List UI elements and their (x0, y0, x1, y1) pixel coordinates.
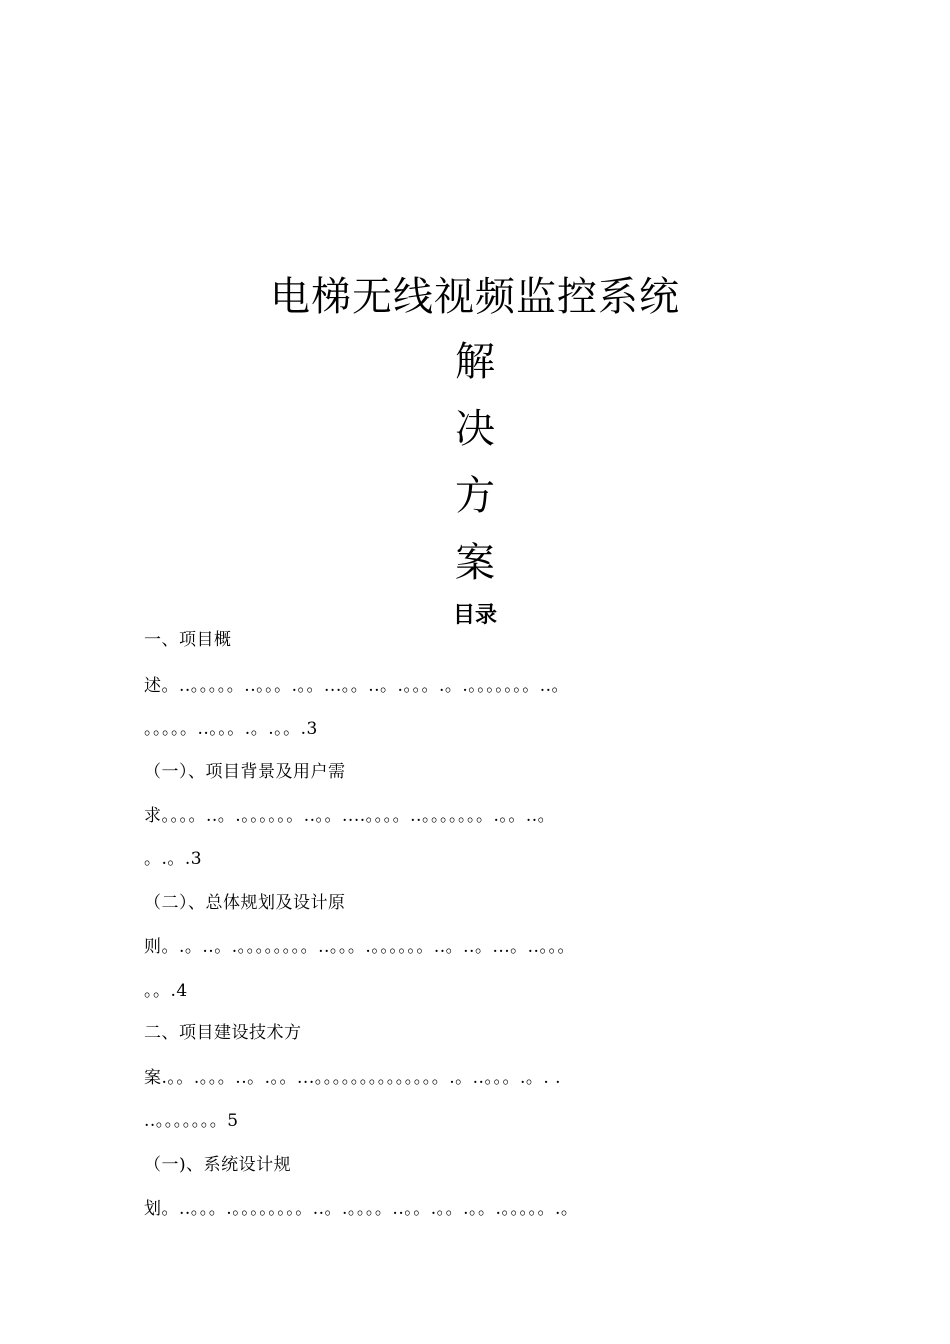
toc-entry-line: 案.。。.。。。..。.。。...。。。。。。。。。。。。。。.。..。。。.。. . (144, 1068, 562, 1088)
toc-entry-line: （二）、总体规划及设计原 (144, 893, 346, 913)
document-title: 电梯无线视频监控系统 (270, 274, 680, 320)
toc-entry-line: 则。.。..。.。。。。。。。。..。。。.。。。。。。..。..。...。..。。。 (144, 937, 575, 957)
toc-entry-line: 二、项目建设技术方 (144, 1023, 302, 1043)
toc-entry-line: 划。..。。。.。。。。。。。。..。.。。。。..。。.。。.。。.。。。。。.。 (144, 1199, 579, 1219)
subtitle-char: 解 (455, 339, 495, 385)
subtitle-char: 案 (455, 540, 495, 586)
toc-entry-line: ..。。。。。。。5 (144, 1111, 239, 1131)
toc-entry-line: （一）、项目背景及用户需 (144, 762, 346, 782)
toc-entry-line: 述。..。。。。。..。。。.。。...。。..。.。。。.。.。。。。。。。..。 (144, 676, 570, 696)
subtitle-char: 方 (455, 473, 495, 519)
toc-entry-line: 。。.4 (144, 981, 188, 1001)
toc-entry-line: 求。。。。..。.。。。。。。..。。....。。。。..。。。。。。。.。。..。 (144, 806, 556, 826)
toc-heading: 目录 (452, 603, 497, 628)
toc-entry-line: 一、项目概 (144, 630, 232, 650)
subtitle-char: 决 (455, 406, 495, 452)
toc-entry-line: （一)、系统设计规 (144, 1155, 292, 1175)
toc-entry-line: 。.。.3 (144, 849, 203, 869)
toc-entry-line: 。。。。。..。。。.。.。。.3 (144, 719, 318, 739)
